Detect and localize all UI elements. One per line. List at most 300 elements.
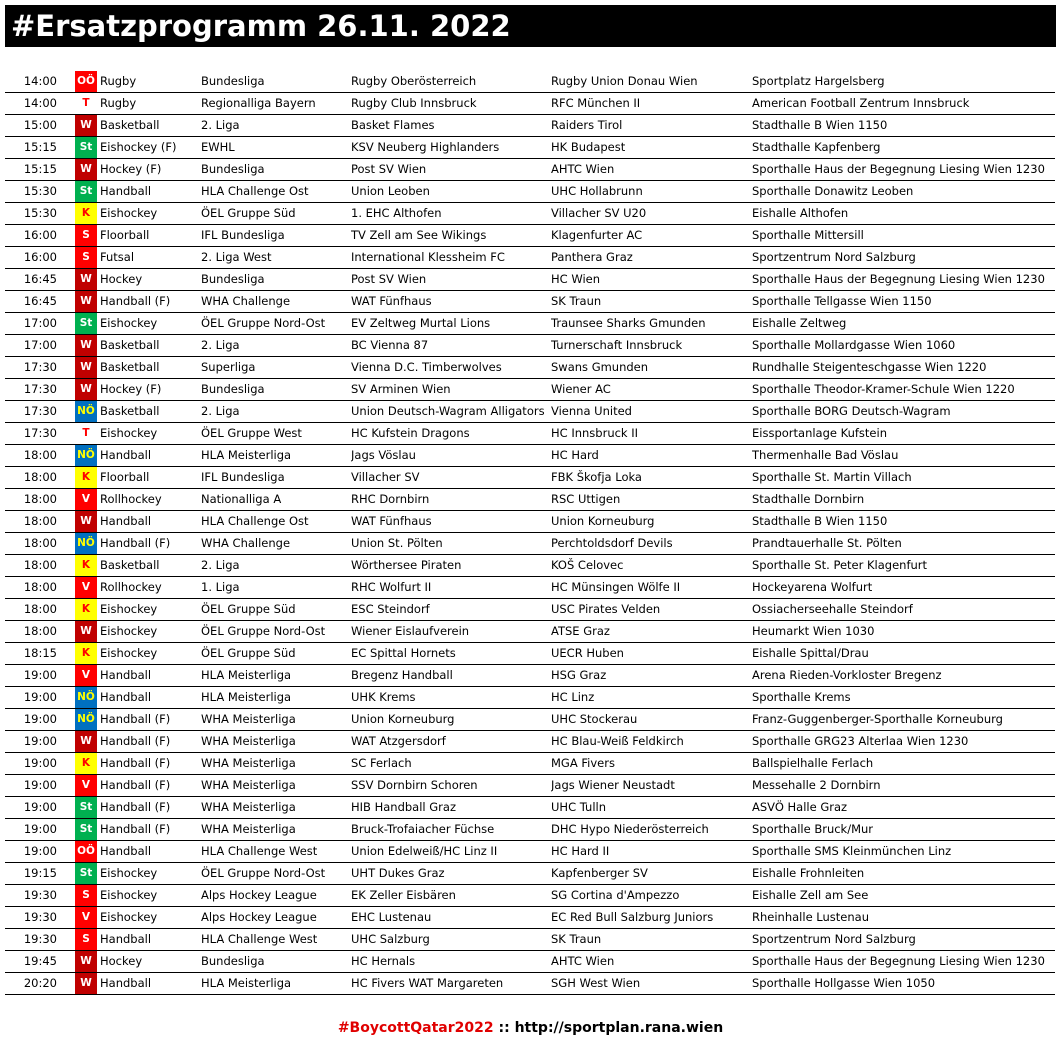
time-cell: 19:00 xyxy=(23,668,57,682)
table-row xyxy=(5,335,1055,357)
venue-cell: Sporthalle Haus der Begegnung Liesing Wien 1230 xyxy=(752,954,1045,968)
league-cell: HLA Meisterliga xyxy=(201,976,292,990)
away-team-cell: USC Pirates Velden xyxy=(551,602,661,616)
table-row xyxy=(5,599,1055,621)
sport-cell: Handball (F) xyxy=(100,822,171,836)
region-badge: NÖ xyxy=(75,709,97,730)
venue-cell: Sporthalle Tellgasse Wien 1150 xyxy=(752,294,932,308)
home-team-cell: Bruck-Trofaiacher Füchse xyxy=(351,822,495,836)
time-cell: 19:00 xyxy=(23,734,57,748)
venue-cell: Eishalle Zeltweg xyxy=(752,316,847,330)
sport-cell: Basketball xyxy=(100,404,160,418)
home-team-cell: SSV Dornbirn Schoren xyxy=(351,778,478,792)
away-team-cell: RFC München II xyxy=(551,96,641,110)
home-team-cell: Bregenz Handball xyxy=(351,668,453,682)
region-badge: W xyxy=(75,379,97,400)
table-row xyxy=(5,951,1055,973)
home-team-cell: Rugby Oberösterreich xyxy=(351,74,477,88)
table-row xyxy=(5,357,1055,379)
table-row xyxy=(5,555,1055,577)
time-cell: 15:15 xyxy=(23,162,57,176)
time-cell: 17:30 xyxy=(23,360,57,374)
sport-cell: Hockey xyxy=(100,954,143,968)
venue-cell: Stadthalle B Wien 1150 xyxy=(752,118,888,132)
footer-url[interactable]: http://sportplan.rana.wien xyxy=(514,1020,724,1036)
venue-cell: Sporthalle Theodor-Kramer-Schule Wien 1220 xyxy=(752,382,1015,396)
time-cell: 18:00 xyxy=(23,580,57,594)
footer-hashtag: #BoycottQatar2022 xyxy=(337,1020,494,1036)
time-cell: 19:00 xyxy=(23,712,57,726)
sport-cell: Handball xyxy=(100,844,152,858)
venue-cell: Sporthalle BORG Deutsch-Wagram xyxy=(752,404,951,418)
sport-cell: Floorball xyxy=(100,228,150,242)
home-team-cell: Union Korneuburg xyxy=(351,712,455,726)
sport-cell: Eishockey xyxy=(100,602,158,616)
league-cell: WHA Meisterliga xyxy=(201,734,296,748)
sport-cell: Handball xyxy=(100,932,152,946)
time-cell: 19:00 xyxy=(23,822,57,836)
region-badge: St xyxy=(75,313,97,334)
region-badge: V xyxy=(75,775,97,796)
home-team-cell: UHT Dukes Graz xyxy=(351,866,445,880)
league-cell: 2. Liga xyxy=(201,118,240,132)
table-row xyxy=(5,621,1055,643)
region-badge: K xyxy=(75,467,97,488)
table-row xyxy=(5,467,1055,489)
table-row xyxy=(5,885,1055,907)
league-cell: HLA Challenge West xyxy=(201,844,318,858)
away-team-cell: EC Red Bull Salzburg Juniors xyxy=(551,910,714,924)
home-team-cell: KSV Neuberg Highlanders xyxy=(351,140,500,154)
league-cell: ÖEL Gruppe Nord-Ost xyxy=(201,866,326,880)
league-cell: 2. Liga xyxy=(201,404,240,418)
venue-cell: Sportplatz Hargelsberg xyxy=(752,74,885,88)
region-badge: T xyxy=(75,423,97,444)
league-cell: HLA Meisterliga xyxy=(201,690,292,704)
league-cell: HLA Meisterliga xyxy=(201,668,292,682)
venue-cell: Stadthalle Kapfenberg xyxy=(752,140,881,154)
table-row xyxy=(5,665,1055,687)
time-cell: 19:15 xyxy=(23,866,57,880)
time-cell: 17:00 xyxy=(23,338,57,352)
region-badge: NÖ xyxy=(75,445,97,466)
league-cell: Nationalliga A xyxy=(201,492,282,506)
time-cell: 18:00 xyxy=(23,492,57,506)
time-cell: 17:30 xyxy=(23,426,57,440)
region-badge: S xyxy=(75,929,97,950)
away-team-cell: UHC Hollabrunn xyxy=(551,184,643,198)
venue-cell: Prandtauerhalle St. Pölten xyxy=(752,536,902,550)
venue-cell: Sporthalle GRG23 Alterlaa Wien 1230 xyxy=(752,734,969,748)
home-team-cell: Post SV Wien xyxy=(351,272,427,286)
time-cell: 16:00 xyxy=(23,250,57,264)
table-row xyxy=(5,159,1055,181)
sport-cell: Rugby xyxy=(100,74,137,88)
away-team-cell: Villacher SV U20 xyxy=(551,206,647,220)
time-cell: 18:00 xyxy=(23,448,57,462)
venue-cell: Sporthalle Haus der Begegnung Liesing Wien 1230 xyxy=(752,272,1045,286)
away-team-cell: HC Hard II xyxy=(551,844,610,858)
away-team-cell: HC Blau-Weiß Feldkirch xyxy=(551,734,684,748)
away-team-cell: MGA Fivers xyxy=(551,756,615,770)
venue-cell: Stadthalle B Wien 1150 xyxy=(752,514,888,528)
page-title: #Ersatzprogramm 26.11. 2022 xyxy=(5,5,1056,47)
table-row xyxy=(5,423,1055,445)
table-row xyxy=(5,225,1055,247)
table-row xyxy=(5,863,1055,885)
sport-cell: Hockey xyxy=(100,272,143,286)
region-badge: K xyxy=(75,599,97,620)
time-cell: 19:30 xyxy=(23,932,57,946)
venue-cell: Hockeyarena Wolfurt xyxy=(752,580,873,594)
time-cell: 16:00 xyxy=(23,228,57,242)
away-team-cell: HC Münsingen Wölfe II xyxy=(551,580,681,594)
away-team-cell: HK Budapest xyxy=(551,140,626,154)
venue-cell: Eishalle Zell am See xyxy=(752,888,869,902)
sport-cell: Handball (F) xyxy=(100,756,171,770)
region-badge: W xyxy=(75,115,97,136)
table-row xyxy=(5,973,1055,995)
venue-cell: Rheinhalle Lustenau xyxy=(752,910,869,924)
away-team-cell: SGH West Wien xyxy=(551,976,641,990)
venue-cell: American Football Zentrum Innsbruck xyxy=(752,96,970,110)
away-team-cell: Wiener AC xyxy=(551,382,611,396)
away-team-cell: Jags Wiener Neustadt xyxy=(551,778,675,792)
league-cell: 2. Liga xyxy=(201,558,240,572)
time-cell: 17:30 xyxy=(23,404,57,418)
home-team-cell: Post SV Wien xyxy=(351,162,427,176)
time-cell: 19:00 xyxy=(23,844,57,858)
table-row xyxy=(5,247,1055,269)
league-cell: WHA Meisterliga xyxy=(201,756,296,770)
region-badge: OÖ xyxy=(75,841,97,862)
region-badge: W xyxy=(75,621,97,642)
away-team-cell: SG Cortina d'Ampezzo xyxy=(551,888,680,902)
table-row xyxy=(5,511,1055,533)
table-row xyxy=(5,753,1055,775)
away-team-cell: FBK Škofja Loka xyxy=(551,470,642,484)
home-team-cell: Union Leoben xyxy=(351,184,430,198)
away-team-cell: Kapfenberger SV xyxy=(551,866,648,880)
home-team-cell: Union St. Pölten xyxy=(351,536,443,550)
table-row xyxy=(5,181,1055,203)
venue-cell: Thermenhalle Bad Vöslau xyxy=(752,448,899,462)
sport-cell: Futsal xyxy=(100,250,135,264)
league-cell: ÖEL Gruppe West xyxy=(201,426,302,440)
league-cell: ÖEL Gruppe Nord-Ost xyxy=(201,624,326,638)
sport-cell: Basketball xyxy=(100,338,160,352)
schedule-table xyxy=(5,71,1055,995)
time-cell: 20:20 xyxy=(23,976,57,990)
home-team-cell: EC Spittal Hornets xyxy=(351,646,456,660)
home-team-cell: ESC Steindorf xyxy=(351,602,430,616)
venue-cell: Sporthalle Krems xyxy=(752,690,851,704)
league-cell: Bundesliga xyxy=(201,74,265,88)
home-team-cell: HC Fivers WAT Margareten xyxy=(351,976,504,990)
league-cell: EWHL xyxy=(201,140,235,154)
home-team-cell: HIB Handball Graz xyxy=(351,800,456,814)
venue-cell: Sporthalle Mittersill xyxy=(752,228,864,242)
home-team-cell: HC Hernals xyxy=(351,954,416,968)
venue-cell: Sportzentrum Nord Salzburg xyxy=(752,250,916,264)
table-row xyxy=(5,291,1055,313)
home-team-cell: BC Vienna 87 xyxy=(351,338,429,352)
venue-cell: Sportzentrum Nord Salzburg xyxy=(752,932,916,946)
away-team-cell: UHC Stockerau xyxy=(551,712,638,726)
league-cell: HLA Challenge Ost xyxy=(201,184,309,198)
home-team-cell: WAT Atzgersdorf xyxy=(351,734,446,748)
away-team-cell: UECR Huben xyxy=(551,646,624,660)
home-team-cell: 1. EHC Althofen xyxy=(351,206,442,220)
league-cell: Alps Hockey League xyxy=(201,888,317,902)
home-team-cell: Wörthersee Piraten xyxy=(351,558,462,572)
venue-cell: Eishalle Spittal/Drau xyxy=(752,646,869,660)
sport-cell: Basketball xyxy=(100,360,160,374)
home-team-cell: Jags Vöslau xyxy=(351,448,416,462)
away-team-cell: UHC Tulln xyxy=(551,800,606,814)
sport-cell: Hockey (F) xyxy=(100,382,162,396)
table-row xyxy=(5,489,1055,511)
region-badge: St xyxy=(75,797,97,818)
table-row xyxy=(5,379,1055,401)
table-row xyxy=(5,709,1055,731)
table-row xyxy=(5,841,1055,863)
sport-cell: Handball (F) xyxy=(100,778,171,792)
region-badge: St xyxy=(75,137,97,158)
venue-cell: Sporthalle Bruck/Mur xyxy=(752,822,874,836)
region-badge: W xyxy=(75,951,97,972)
time-cell: 18:00 xyxy=(23,624,57,638)
venue-cell: Eishalle Althofen xyxy=(752,206,849,220)
region-badge: St xyxy=(75,863,97,884)
away-team-cell: AHTC Wien xyxy=(551,954,615,968)
region-badge: S xyxy=(75,247,97,268)
table-row xyxy=(5,401,1055,423)
venue-cell: Franz-Guggenberger-Sporthalle Korneuburg xyxy=(752,712,1003,726)
venue-cell: Eishalle Frohnleiten xyxy=(752,866,865,880)
venue-cell: Rundhalle Steigenteschgasse Wien 1220 xyxy=(752,360,987,374)
sport-cell: Handball (F) xyxy=(100,294,171,308)
time-cell: 19:30 xyxy=(23,910,57,924)
region-badge: K xyxy=(75,753,97,774)
home-team-cell: Union Edelweiß/HC Linz II xyxy=(351,844,498,858)
away-team-cell: HC Innsbruck II xyxy=(551,426,639,440)
home-team-cell: RHC Wolfurt II xyxy=(351,580,432,594)
time-cell: 19:00 xyxy=(23,690,57,704)
sport-cell: Eishockey xyxy=(100,646,158,660)
venue-cell: Ballspielhalle Ferlach xyxy=(752,756,874,770)
away-team-cell: Traunsee Sharks Gmunden xyxy=(551,316,706,330)
region-badge: W xyxy=(75,291,97,312)
region-badge: W xyxy=(75,511,97,532)
time-cell: 17:30 xyxy=(23,382,57,396)
sport-cell: Rollhockey xyxy=(100,492,162,506)
away-team-cell: Panthera Graz xyxy=(551,250,633,264)
table-row xyxy=(5,643,1055,665)
away-team-cell: HC Linz xyxy=(551,690,595,704)
sport-cell: Eishockey xyxy=(100,910,158,924)
league-cell: IFL Bundesliga xyxy=(201,470,285,484)
league-cell: Bundesliga xyxy=(201,954,265,968)
venue-cell: Messehalle 2 Dornbirn xyxy=(752,778,881,792)
time-cell: 18:00 xyxy=(23,470,57,484)
away-team-cell: Vienna United xyxy=(551,404,632,418)
region-badge: V xyxy=(75,665,97,686)
sport-cell: Handball xyxy=(100,514,152,528)
sport-cell: Eishockey xyxy=(100,888,158,902)
region-badge: S xyxy=(75,885,97,906)
away-team-cell: DHC Hypo Niederösterreich xyxy=(551,822,709,836)
home-team-cell: Basket Flames xyxy=(351,118,435,132)
table-row xyxy=(5,775,1055,797)
league-cell: WHA Challenge xyxy=(201,536,291,550)
home-team-cell: Villacher SV xyxy=(351,470,420,484)
table-row xyxy=(5,313,1055,335)
time-cell: 15:30 xyxy=(23,206,57,220)
home-team-cell: HC Kufstein Dragons xyxy=(351,426,470,440)
league-cell: WHA Challenge xyxy=(201,294,291,308)
league-cell: ÖEL Gruppe Süd xyxy=(201,206,296,220)
region-badge: NÖ xyxy=(75,401,97,422)
league-cell: Regionalliga Bayern xyxy=(201,96,316,110)
sport-cell: Handball xyxy=(100,976,152,990)
league-cell: HLA Challenge West xyxy=(201,932,318,946)
sport-cell: Rollhockey xyxy=(100,580,162,594)
home-team-cell: EK Zeller Eisbären xyxy=(351,888,456,902)
away-team-cell: Rugby Union Donau Wien xyxy=(551,74,698,88)
away-team-cell: KOŠ Celovec xyxy=(551,558,624,572)
time-cell: 15:30 xyxy=(23,184,57,198)
table-row xyxy=(5,929,1055,951)
sport-cell: Handball xyxy=(100,448,152,462)
league-cell: 1. Liga xyxy=(201,580,240,594)
home-team-cell: Union Deutsch-Wagram Alligators xyxy=(351,404,545,418)
venue-cell: Sporthalle Donawitz Leoben xyxy=(752,184,914,198)
time-cell: 19:00 xyxy=(23,778,57,792)
home-team-cell: UHC Salzburg xyxy=(351,932,430,946)
time-cell: 16:45 xyxy=(23,272,57,286)
table-row xyxy=(5,533,1055,555)
venue-cell: Sporthalle Haus der Begegnung Liesing Wien 1230 xyxy=(752,162,1045,176)
home-team-cell: UHK Krems xyxy=(351,690,416,704)
sport-cell: Hockey (F) xyxy=(100,162,162,176)
time-cell: 18:15 xyxy=(23,646,57,660)
league-cell: HLA Meisterliga xyxy=(201,448,292,462)
sport-cell: Handball xyxy=(100,690,152,704)
venue-cell: Heumarkt Wien 1030 xyxy=(752,624,875,638)
away-team-cell: SK Traun xyxy=(551,932,602,946)
region-badge: T xyxy=(75,93,97,114)
table-row xyxy=(5,797,1055,819)
league-cell: Bundesliga xyxy=(201,382,265,396)
region-badge: OÖ xyxy=(75,71,97,92)
league-cell: WHA Meisterliga xyxy=(201,712,296,726)
region-badge: W xyxy=(75,731,97,752)
sport-cell: Handball (F) xyxy=(100,712,171,726)
league-cell: Bundesliga xyxy=(201,272,265,286)
table-row xyxy=(5,577,1055,599)
time-cell: 18:00 xyxy=(23,536,57,550)
region-badge: NÖ xyxy=(75,533,97,554)
footer xyxy=(0,1019,1061,1037)
league-cell: WHA Meisterliga xyxy=(201,800,296,814)
home-team-cell: EHC Lustenau xyxy=(351,910,432,924)
sport-cell: Rugby xyxy=(100,96,137,110)
region-badge: W xyxy=(75,357,97,378)
sport-cell: Handball xyxy=(100,184,152,198)
league-cell: IFL Bundesliga xyxy=(201,228,285,242)
region-badge: K xyxy=(75,643,97,664)
region-badge: V xyxy=(75,577,97,598)
away-team-cell: HSG Graz xyxy=(551,668,607,682)
time-cell: 18:00 xyxy=(23,602,57,616)
sport-cell: Eishockey xyxy=(100,866,158,880)
league-cell: 2. Liga West xyxy=(201,250,272,264)
sport-cell: Floorball xyxy=(100,470,150,484)
venue-cell: Sporthalle St. Peter Klagenfurt xyxy=(752,558,928,572)
away-team-cell: Raiders Tirol xyxy=(551,118,623,132)
sport-cell: Eishockey xyxy=(100,316,158,330)
home-team-cell: TV Zell am See Wikings xyxy=(351,228,487,242)
away-team-cell: Turnerschaft Innsbruck xyxy=(551,338,683,352)
venue-cell: Sporthalle St. Martin Villach xyxy=(752,470,912,484)
time-cell: 16:45 xyxy=(23,294,57,308)
venue-cell: Eissportanlage Kufstein xyxy=(752,426,887,440)
league-cell: Alps Hockey League xyxy=(201,910,317,924)
sport-cell: Handball (F) xyxy=(100,734,171,748)
home-team-cell: SV Arminen Wien xyxy=(351,382,451,396)
sport-cell: Handball (F) xyxy=(100,800,171,814)
sport-cell: Eishockey xyxy=(100,206,158,220)
time-cell: 17:00 xyxy=(23,316,57,330)
region-badge: W xyxy=(75,335,97,356)
league-cell: Superliga xyxy=(201,360,256,374)
region-badge: V xyxy=(75,907,97,928)
footer-separator: :: xyxy=(493,1020,515,1036)
venue-cell: Sporthalle Mollardgasse Wien 1060 xyxy=(752,338,956,352)
region-badge: K xyxy=(75,203,97,224)
time-cell: 15:15 xyxy=(23,140,57,154)
sport-cell: Eishockey xyxy=(100,624,158,638)
sport-cell: Eishockey (F) xyxy=(100,140,177,154)
table-row xyxy=(5,115,1055,137)
home-team-cell: International Klessheim FC xyxy=(351,250,505,264)
table-row xyxy=(5,819,1055,841)
away-team-cell: SK Traun xyxy=(551,294,602,308)
table-row xyxy=(5,71,1055,93)
league-cell: ÖEL Gruppe Süd xyxy=(201,646,296,660)
away-team-cell: ATSE Graz xyxy=(551,624,610,638)
home-team-cell: RHC Dornbirn xyxy=(351,492,430,506)
league-cell: ÖEL Gruppe Süd xyxy=(201,602,296,616)
region-badge: W xyxy=(75,159,97,180)
table-row xyxy=(5,203,1055,225)
region-badge: V xyxy=(75,489,97,510)
time-cell: 14:00 xyxy=(23,74,57,88)
time-cell: 19:45 xyxy=(23,954,57,968)
league-cell: ÖEL Gruppe Nord-Ost xyxy=(201,316,326,330)
home-team-cell: WAT Fünfhaus xyxy=(351,294,432,308)
table-row xyxy=(5,731,1055,753)
away-team-cell: HC Hard xyxy=(551,448,599,462)
time-cell: 14:00 xyxy=(23,96,57,110)
table-row xyxy=(5,269,1055,291)
region-badge: W xyxy=(75,269,97,290)
region-badge: St xyxy=(75,181,97,202)
region-badge: NÖ xyxy=(75,687,97,708)
away-team-cell: RSC Uttigen xyxy=(551,492,621,506)
league-cell: Bundesliga xyxy=(201,162,265,176)
